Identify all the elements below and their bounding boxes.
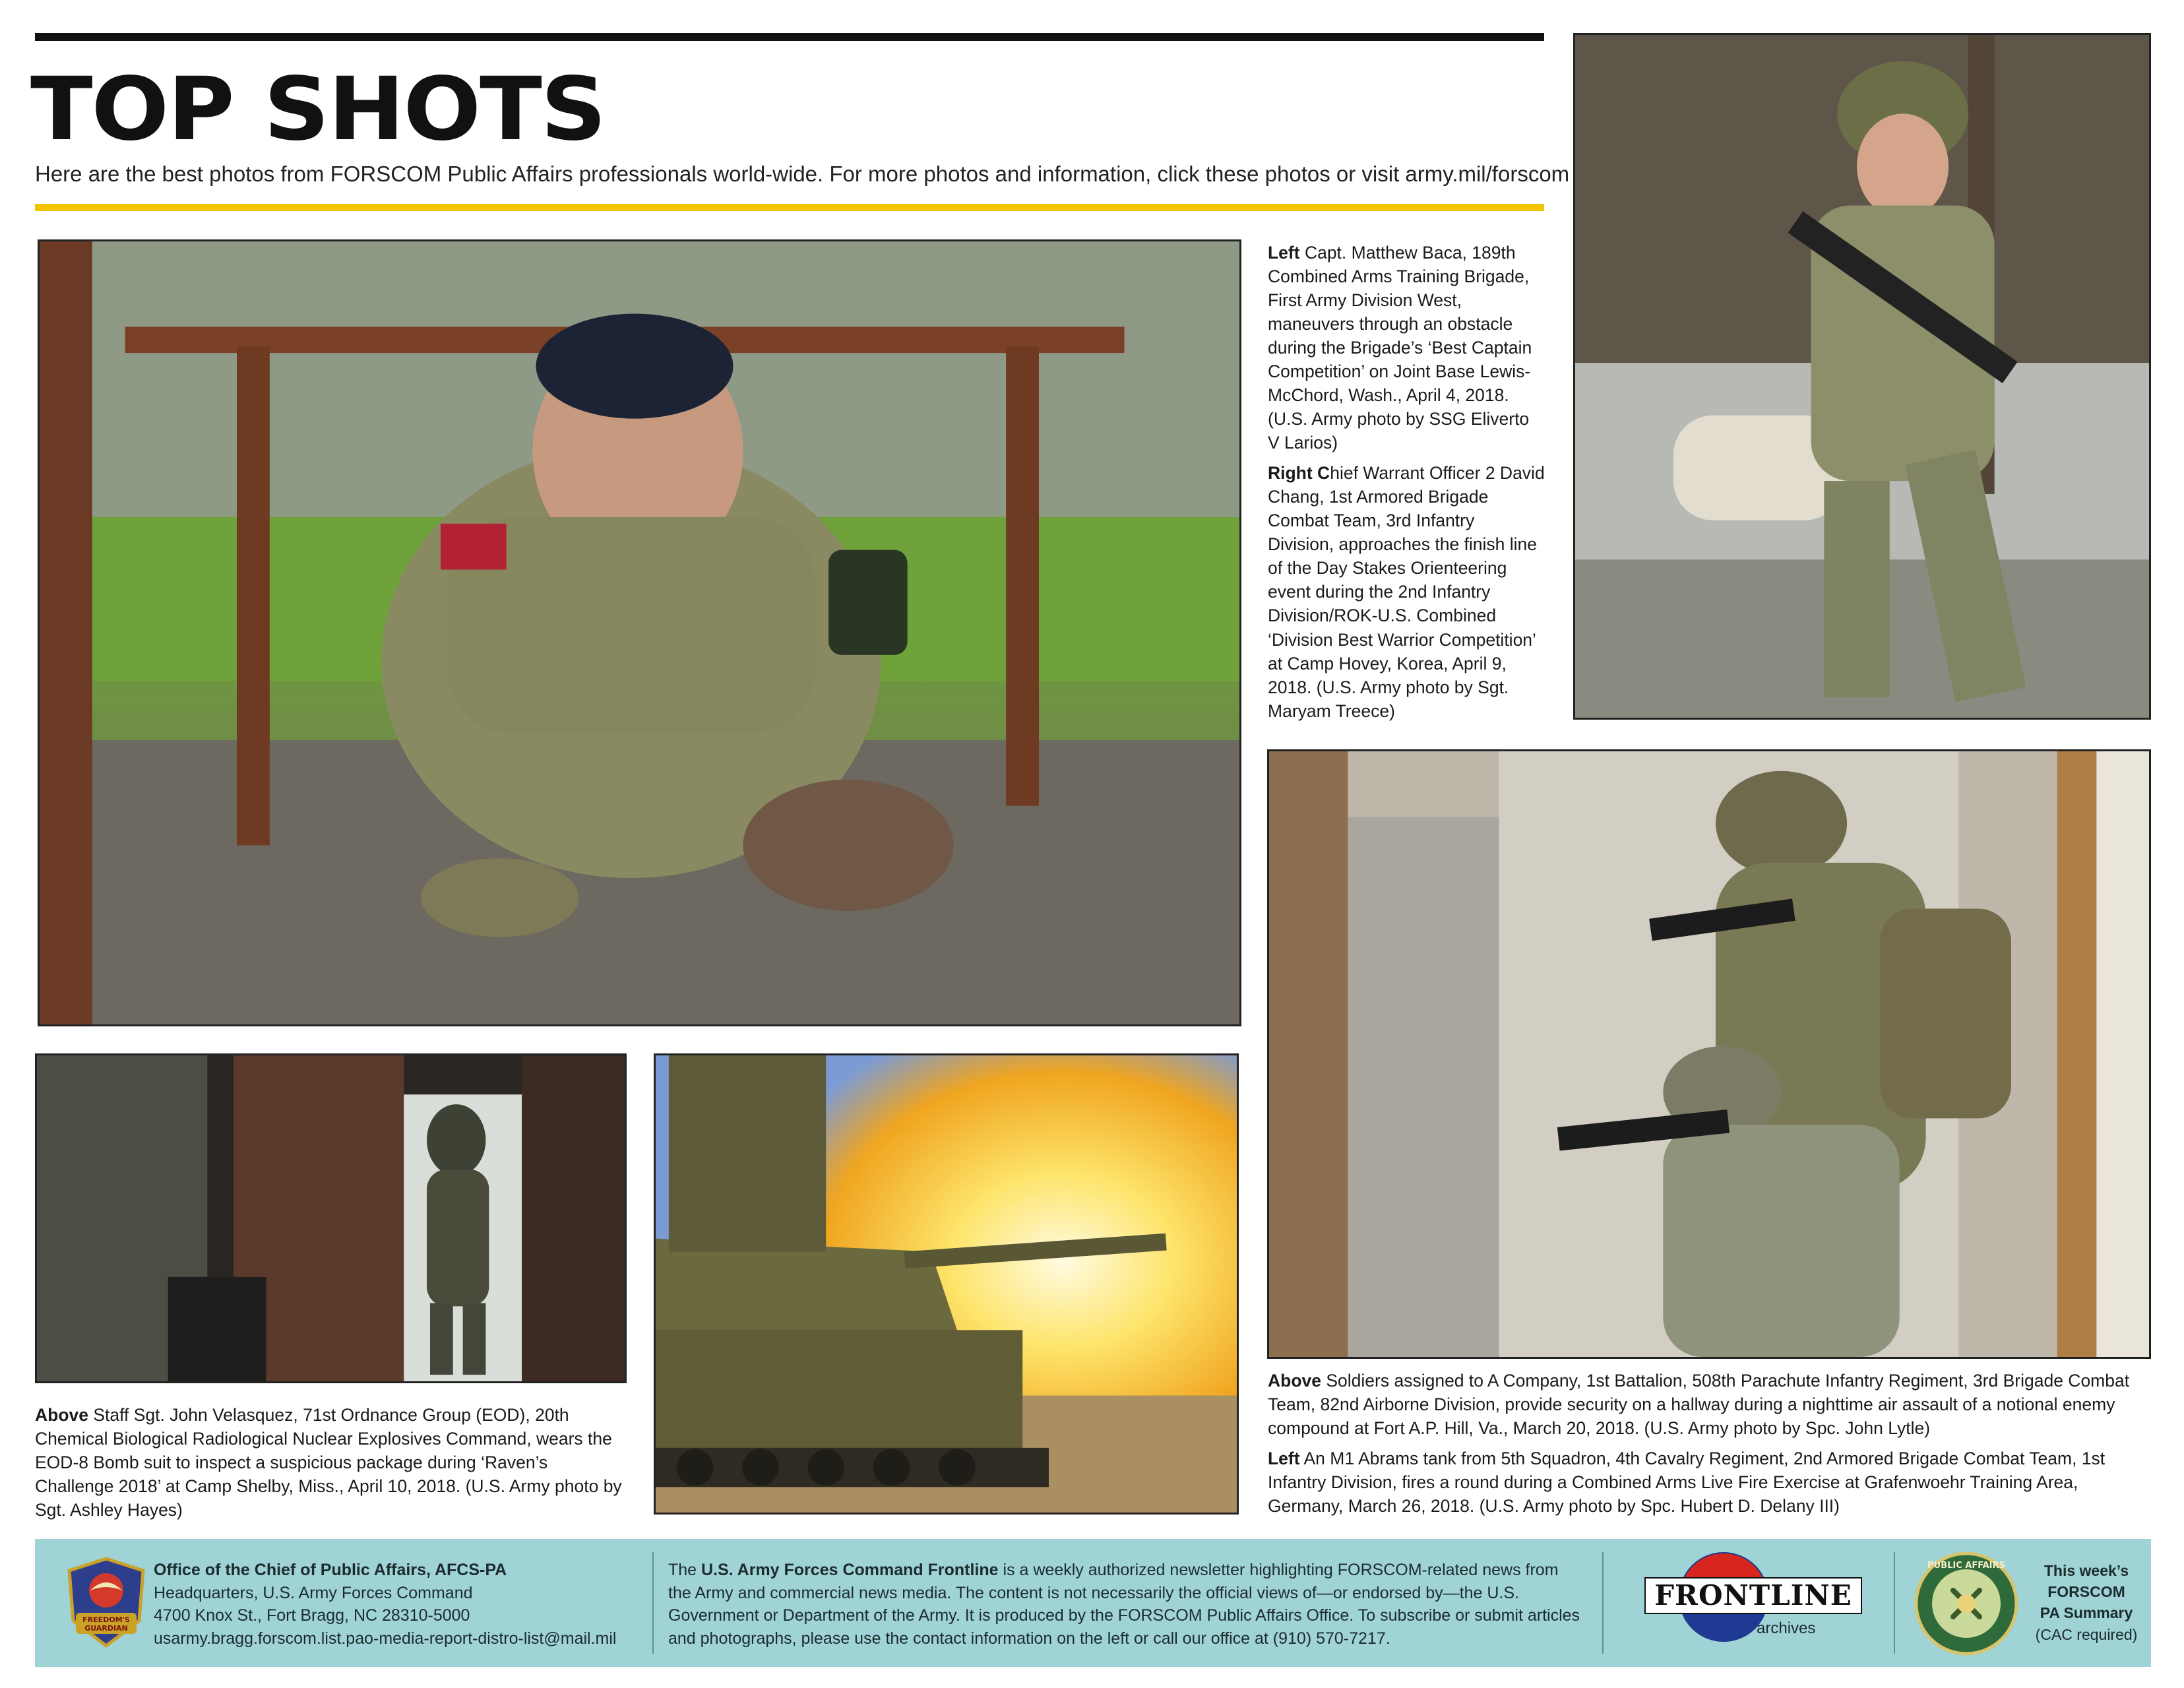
about-newsletter-name: U.S. Army Forces Command Frontline [701, 1561, 999, 1579]
about-text-pre: The [668, 1561, 702, 1579]
footer-divider-3 [1894, 1552, 1895, 1654]
office-contact [154, 1559, 681, 1650]
caption-text: An M1 Abrams tank from 5th Squadron, 4th Cavalry Regiment, 2nd Armored Brigade Combat Team, 1st Infantry Division, fires a round during a Combined Arms Live Fire Exercise at Grafenwoehr Training Area, Germany, March 26, 2018. (U.S. Army photo by Spc. Hubert D. Delany III) [1268, 1449, 2106, 1516]
office-address-line2: 4700 Knox St., Fort Bragg, NC 28310-5000 [154, 1606, 470, 1625]
caption-text: hief Warrant Officer 2 David Chang, 1st Armored Brigade Combat Team, 3rd Infantry Division, approaches the finish line of the Day Stakes Orienteering event during the 2nd Infantry Division/ROK-U.S. Combined ‘Division Best Warrior Competition’ at Camp Hovey, Korea, April 9, 2018. (U.S. Army photo by Sgt. Maryam Treece) [1268, 463, 1545, 721]
freedoms-guardian-seal-icon [64, 1556, 148, 1648]
summary-line4: (CAC required) [2035, 1625, 2138, 1643]
caption-bottom-right [1268, 1369, 2152, 1518]
seal-text-1: FREEDOM'S [82, 1615, 130, 1624]
caption-top-left [1268, 241, 1545, 723]
soldier-crawling-photo[interactable] [38, 239, 1241, 1026]
soldiers-hallway-photo[interactable] [1267, 749, 2151, 1359]
top-rule [35, 33, 1544, 41]
running-photo-art [1575, 35, 2149, 718]
office-title: Office of the Chief of Public Affairs, AFCS-PA [154, 1561, 507, 1579]
frontline-archives-link[interactable] [1644, 1551, 1862, 1656]
caption-text: Staff Sgt. John Velasquez, 71st Ordnance Group (EOD), 20th Chemical Biological Radiological Nuclear Explosives Command, wears the EOD-8 Bomb suit to inspect a suspicious package during ‘Raven’s Challenge 2018’ at Camp Shelby, Miss., April 10, 2018. (U.S. Army photo by Sgt. Ashley Hayes) [35, 1405, 622, 1520]
caption-text: Capt. Matthew Baca, 189th Combined Arms Training Brigade, First Army Division West, maneuvers through an obstacle during the Brigade’s ‘Best Captain Competition’ on Joint Base Lewis-McChord, Wash., April 4, 2018. (U.S. Army photo by SSG Eliverto V Larios) [1268, 243, 1532, 453]
summary-line2: FORSCOM [2047, 1583, 2125, 1601]
frontline-about [668, 1559, 1585, 1650]
office-email-link[interactable]: usarmy.bragg.forscom.list.pao-media-report-distro-list@mail.mil [154, 1629, 617, 1648]
about-text-body: is a weekly authorized newsletter highlighting FORSCOM-related news from the Army and commercial news media. The content is not necessarily the official views of—or endorsed by—the U.S. Government or Department of the Army. It is produced by the FORSCOM Public Affairs Office. To subscribe or submit articles and photographs, please use the contact information on the left or call our office at (910) 570-7217. [668, 1561, 1580, 1648]
badge-text: PUBLIC AFFAIRS [1927, 1561, 2005, 1571]
frontline-archives-label: archives [1757, 1619, 1816, 1637]
footer-divider-2 [1602, 1552, 1604, 1654]
page-subtitle: Here are the best photos from FORSCOM Public Affairs professionals world-wide. For more photos and information, click these photos or visit army.mil/forscom [35, 162, 1570, 186]
caption-right-cwo-chang [1268, 461, 1545, 722]
caption-text: Soldiers assigned to A Company, 1st Battalion, 508th Parachute Infantry Regiment, 3rd Brigade Combat Team, 82nd Airborne Division, provide security on a hallway during a nighttime air assault of a notional enemy compound at Fort A.P. Hill, Va., March 20, 2018. (U.S. Army photo by Spc. John Lytle) [1268, 1371, 2130, 1439]
footer-divider-1 [652, 1552, 654, 1654]
public-affairs-badge-icon[interactable] [1914, 1551, 2019, 1656]
caption-lead: Above [1268, 1371, 1321, 1391]
footer-banner [35, 1539, 2151, 1667]
summary-line1: This week’s [2044, 1562, 2129, 1579]
caption-lead: Left [1268, 243, 1300, 263]
summary-line3: PA Summary [2040, 1604, 2133, 1622]
crawl-photo-art [40, 241, 1239, 1024]
tank-photo-art [656, 1055, 1237, 1513]
gold-rule [35, 204, 1544, 211]
caption-lead: Left [1268, 1449, 1300, 1469]
office-address-line1: Headquarters, U.S. Army Forces Command [154, 1583, 473, 1602]
caption-left-capt-baca [1268, 241, 1545, 454]
hallway-photo-art [1269, 751, 2149, 1357]
bomb-suit-soldier-photo[interactable] [35, 1053, 627, 1383]
pa-summary-link[interactable] [2020, 1560, 2152, 1645]
seal-text-2: GUARDIAN [84, 1624, 128, 1633]
tank-firing-photo[interactable] [654, 1053, 1239, 1515]
page-title: TOP SHOTS [30, 59, 606, 160]
caption-lead: Right C [1268, 463, 1330, 484]
caption-bottom-left [35, 1403, 629, 1522]
eod-photo-art [37, 1055, 625, 1381]
soldier-running-photo[interactable] [1573, 33, 2151, 720]
caption-lead: Above [35, 1405, 88, 1425]
frontline-wordmark: FRONTLINE [1644, 1577, 1862, 1614]
